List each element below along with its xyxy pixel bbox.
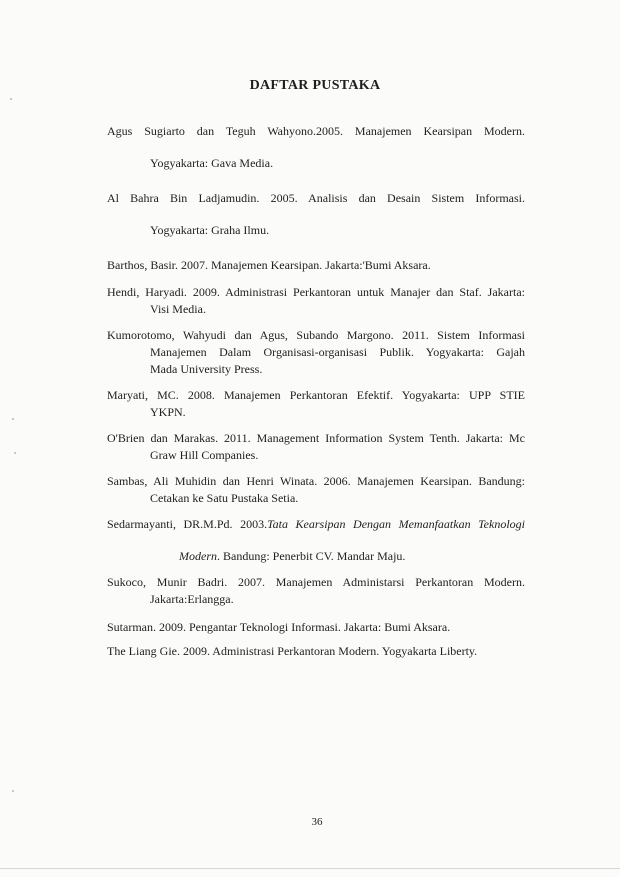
scan-speck	[12, 790, 14, 792]
reference-first-line: Agus Sugiarto dan Teguh Wahyono.2005. Manajemen Kearsipan Modern.	[107, 124, 525, 138]
reference-first-line: Al Bahra Bin Ladjamudin. 2005. Analisis dan Desain Sistem Informasi.	[107, 191, 525, 205]
reference-first-line: Barthos, Basir. 2007. Manajemen Kearsipan. Jakarta:'Bumi Aksara.	[107, 258, 431, 272]
reference-continuation: Yogyakarta: Graha Ilmu.	[150, 223, 270, 237]
scan-edge-line	[0, 868, 620, 869]
reference-entry	[107, 473, 525, 507]
reference-continuation: Cetakan ke Satu Pustaka Setia.	[150, 491, 299, 505]
reference-entry	[107, 643, 525, 660]
reference-first-line: Sutarman. 2009. Pengantar Teknologi Informasi. Jakarta: Bumi Aksara.	[107, 620, 451, 634]
reference-first-line: O'Brien dan Marakas. 2011. Management Information System Tenth. Jakarta: Mc	[107, 431, 525, 445]
scan-speck	[14, 452, 16, 454]
reference-continuation: Mada University Press.	[150, 362, 263, 376]
reference-entry	[107, 257, 525, 274]
reference-entry	[107, 619, 525, 636]
reference-continuation	[107, 548, 525, 565]
reference-first-line: Kumorotomo, Wahyudi dan Agus, Subando Margono. 2011. Sistem Informasi	[107, 328, 525, 342]
reference-continuation: Jakarta:Erlangga.	[150, 592, 234, 606]
page-title: DAFTAR PUSTAKA	[249, 78, 381, 93]
reference-first-line: Maryati, MC. 2008. Manajemen Perkantoran Efektif. Yogyakarta: UPP STIE	[107, 388, 525, 402]
reference-author-year: Sedarmayanti, DR.M.Pd. 2003.	[107, 517, 268, 531]
reference-first-line: The Liang Gie. 2009. Administrasi Perkantoran Modern. Yogyakarta Liberty.	[107, 644, 478, 658]
reference-continuation: Yogyakarta: Gava Media.	[150, 156, 274, 170]
scan-speck	[12, 418, 14, 420]
reference-entry	[107, 327, 525, 378]
reference-entry	[107, 574, 525, 608]
reference-entry	[107, 190, 525, 239]
page-number: 36	[311, 816, 323, 828]
reference-first-line: Hendi, Haryadi. 2009. Administrasi Perkantoran untuk Manajer dan Staf. Jakarta:	[107, 285, 525, 299]
reference-continuation: Graw Hill Companies.	[150, 448, 259, 462]
reference-title-italic: Modern	[179, 549, 217, 563]
reference-entry	[107, 123, 525, 172]
reference-first-line: Sukoco, Munir Badri. 2007. Manajemen Administarsi Perkantoran Modern.	[107, 575, 525, 589]
reference-publisher: . Bandung: Penerbit CV. Mandar Maju.	[217, 549, 406, 563]
scan-speck	[10, 98, 12, 100]
reference-entry	[107, 430, 525, 464]
reference-continuation: Visi Media.	[150, 302, 206, 316]
reference-first-line: Sambas, Ali Muhidin dan Henri Winata. 2006. Manajemen Kearsipan. Bandung:	[107, 474, 525, 488]
reference-entry	[107, 284, 525, 318]
reference-entry	[107, 387, 525, 421]
reference-continuation: YKPN.	[150, 405, 186, 419]
reference-entry	[107, 516, 525, 565]
reference-continuation: Manajemen Dalam Organisasi-organisasi Publik. Yogyakarta: Gajah	[150, 345, 525, 359]
reference-first-line	[107, 516, 525, 533]
reference-title-italic: Tata Kearsipan Dengan Memanfaatkan Teknologi	[267, 517, 526, 531]
